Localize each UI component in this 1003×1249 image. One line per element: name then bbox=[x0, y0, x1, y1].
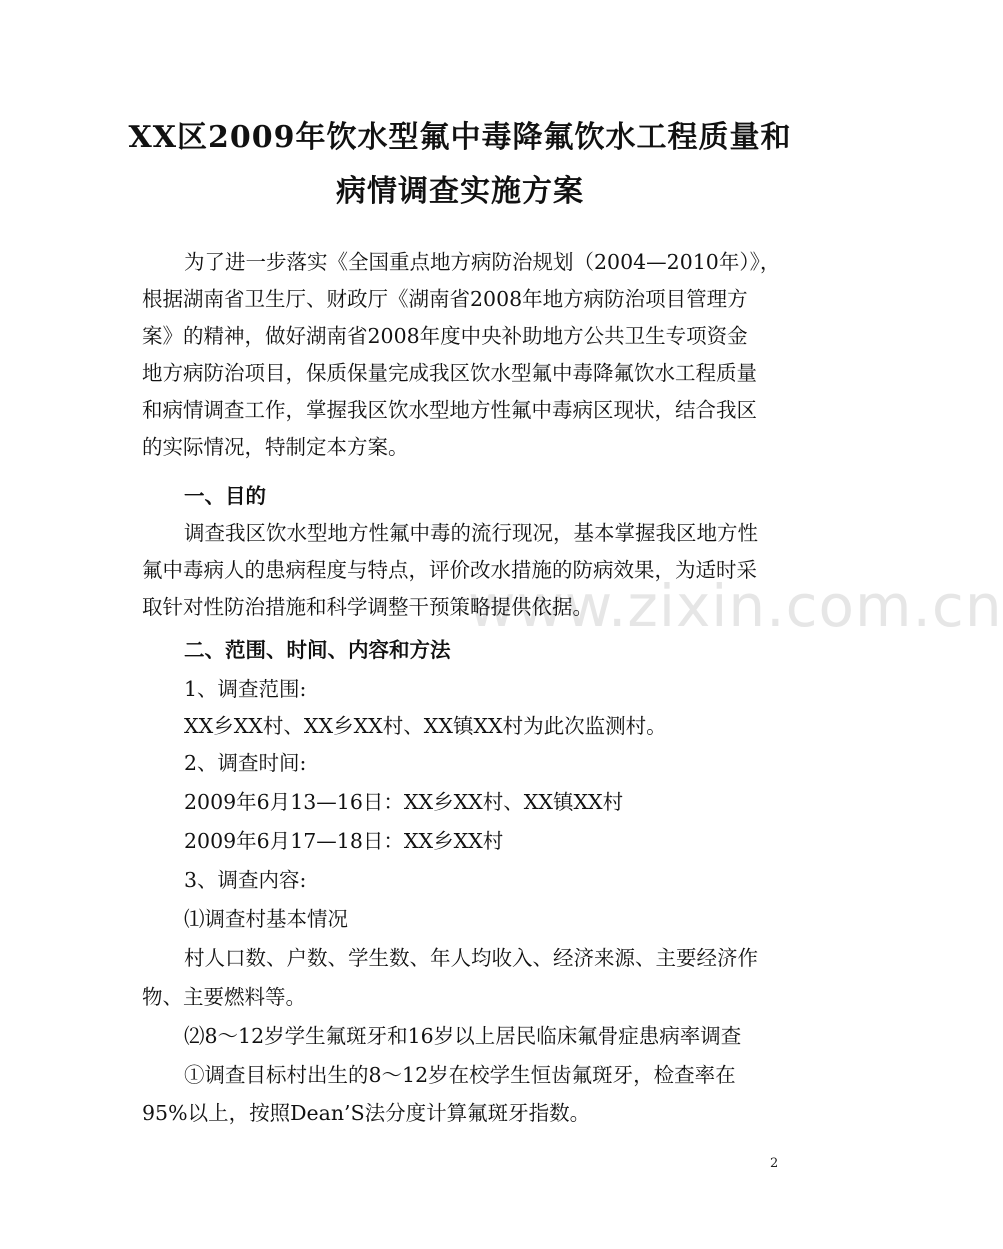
section-heading-purpose: 一、目的 bbox=[184, 484, 266, 508]
paragraph-line: 和病情调查工作，掌握我区饮水型地方性氟中毒病区现状，结合我区 bbox=[142, 398, 757, 422]
subheading-line: ⑴调查村基本情况 bbox=[184, 907, 348, 931]
subheading-line: 3、调查内容: bbox=[184, 868, 307, 892]
paragraph-line: XX乡XX村、XX乡XX村、XX镇XX村为此次监测村。 bbox=[184, 714, 667, 738]
document-title-line-1: XX区2009年饮水型氟中毒降氟饮水工程质量和 bbox=[128, 120, 792, 155]
paragraph-line: 物、主要燃料等。 bbox=[142, 985, 306, 1009]
paragraph-line: 2009年6月13—16日：XX乡XX村、XX镇XX村 bbox=[184, 790, 624, 814]
paragraph-line: 根据湖南省卫生厅、财政厅《湖南省2008年地方病防治项目管理方 bbox=[142, 287, 748, 311]
paragraph-line: 95%以上，按照Dean’S法分度计算氟斑牙指数。 bbox=[142, 1101, 591, 1125]
paragraph-line: 案》的精神，做好湖南省2008年度中央补助地方公共卫生专项资金 bbox=[142, 324, 748, 348]
paragraph-line: 地方病防治项目，保质保量完成我区饮水型氟中毒降氟饮水工程质量 bbox=[142, 361, 757, 385]
section-heading-scope: 二、范围、时间、内容和方法 bbox=[184, 638, 451, 662]
subheading-line: 2、调查时间: bbox=[184, 751, 307, 775]
watermark: www.zixin.com.cn bbox=[468, 572, 1003, 640]
document-title-line-2: 病情调查实施方案 bbox=[336, 174, 584, 209]
paragraph-line: 为了进一步落实《全国重点地方病防治规划（2004—2010年）》， bbox=[184, 250, 781, 274]
paragraph-line: 村人口数、户数、学生数、年人均收入、经济来源、主要经济作 bbox=[184, 946, 758, 970]
paragraph-line: 的实际情况，特制定本方案。 bbox=[142, 435, 409, 459]
subheading-line: ⑵8～12岁学生氟斑牙和16岁以上居民临床氟骨症患病率调查 bbox=[184, 1024, 742, 1048]
paragraph-line: 2009年6月17—18日：XX乡XX村 bbox=[184, 829, 504, 853]
paragraph-line: 氟中毒病人的患病程度与特点，评价改水措施的防病效果，为适时采 bbox=[142, 558, 757, 582]
paragraph-line: ①调查目标村出生的8～12岁在校学生恒齿氟斑牙，检查率在 bbox=[184, 1063, 736, 1087]
paragraph-line: 取针对性防治措施和科学调整干预策略提供依据。 bbox=[142, 595, 593, 619]
page-number: 2 bbox=[770, 1156, 779, 1171]
paragraph-line: 调查我区饮水型地方性氟中毒的流行现况，基本掌握我区地方性 bbox=[184, 521, 758, 545]
subheading-line: 1、调查范围: bbox=[184, 677, 307, 701]
